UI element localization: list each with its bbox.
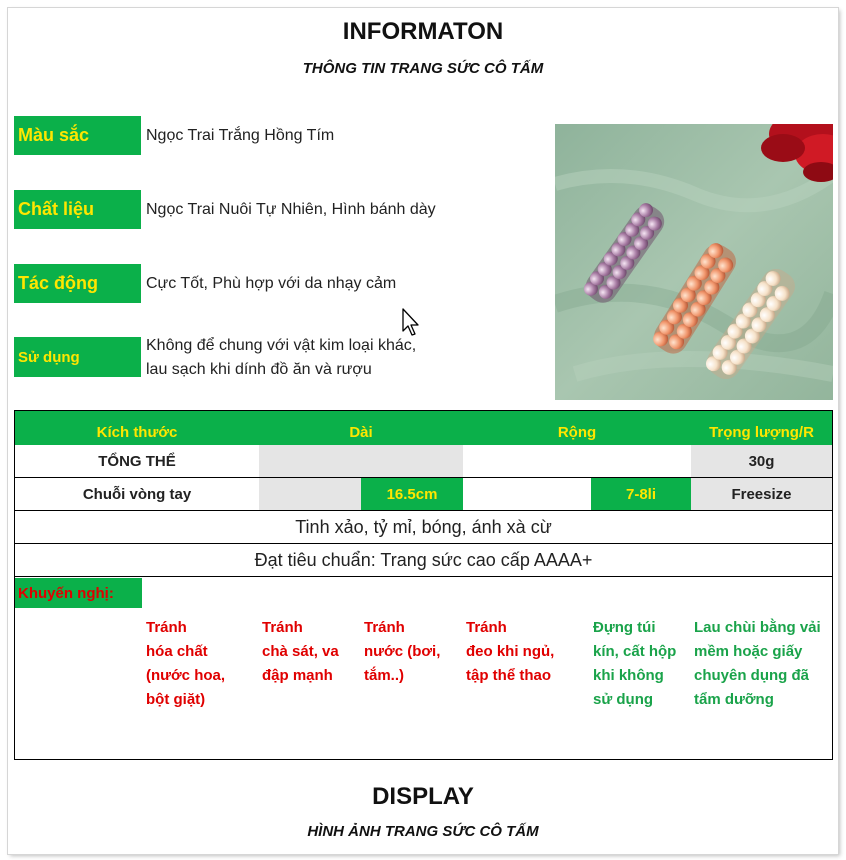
recommend-line: đập mạnh <box>262 667 333 684</box>
recommend-line: Tránh <box>466 619 507 636</box>
recommend-line: Tránh <box>364 619 405 636</box>
recommend-item <box>146 616 225 712</box>
recommend-label: Khuyến nghị: <box>15 578 142 608</box>
value-color: Ngọc Trai Trắng Hồng Tím <box>146 127 335 144</box>
display-subtitle: HÌNH ẢNH TRANG SỨC CÔ TẤM <box>307 823 539 840</box>
row-length-pad <box>259 478 361 510</box>
value-usage-line2: lau sạch khi dính đồ ăn và rượu <box>146 361 372 378</box>
page-subtitle: THÔNG TIN TRANG SỨC CÔ TẤM <box>302 60 544 77</box>
value-material: Ngọc Trai Nuôi Tự Nhiên, Hình bánh dày <box>146 201 436 218</box>
row-length: 16.5cm <box>361 478 463 510</box>
row-width: 7-8li <box>591 478 691 510</box>
row-length <box>259 445 463 477</box>
recommend-line: khi không <box>593 667 664 684</box>
recommend-line: Tránh <box>262 619 303 636</box>
row-name: TỔNG THỂ <box>98 452 176 470</box>
recommend-line: kín, cất hộp <box>593 643 677 660</box>
header-size: Kích thước <box>96 423 178 441</box>
label-material: Chất liệu <box>14 190 141 229</box>
page-title: INFORMATON <box>342 18 504 45</box>
recommend-line: chuyên dụng đã <box>694 667 810 684</box>
product-photo <box>555 124 833 400</box>
recommend-line: Đựng túi <box>593 619 656 636</box>
recommend-item <box>593 616 676 712</box>
recommend-line: sử dụng <box>593 691 654 708</box>
recommend-line: Tránh <box>146 619 187 636</box>
recommend-line: tẩm dưỡng <box>694 691 774 708</box>
recommend-line: hóa chất <box>146 643 208 660</box>
label-usage: Sử dụng <box>14 337 141 377</box>
size-table <box>14 410 833 760</box>
row-name: Chuỗi vòng tay <box>82 485 192 503</box>
row-weight: Freesize <box>691 478 832 510</box>
standard-text: Đạt tiêu chuẩn: Trang sức cao cấp AAAA+ <box>254 549 593 570</box>
value-usage-line1: Không để chung với vật kim loại khác, <box>146 337 417 354</box>
recommend-line: chà sát, va <box>262 643 339 660</box>
label-effect: Tác động <box>14 264 141 303</box>
recommend-item <box>466 616 554 688</box>
value-usage <box>146 334 416 382</box>
recommend-line: nước (bơi, <box>364 643 441 660</box>
row-weight: 30g <box>691 445 832 477</box>
pearl-bracelets-image <box>555 124 833 400</box>
header-width: Rộng <box>557 423 597 441</box>
header-length: Dài <box>349 423 373 441</box>
table-row <box>15 445 832 478</box>
recommend-line: mềm hoặc giấy <box>694 643 803 660</box>
recommend-line: Lau chùi bằng vải <box>694 619 821 636</box>
value-effect: Cực Tốt, Phù hợp với da nhạy cảm <box>146 275 397 292</box>
mouse-cursor-icon <box>402 308 422 343</box>
display-title: DISPLAY <box>372 783 474 810</box>
recommend-item <box>694 616 821 712</box>
recommend-line: tập thể thao <box>466 667 551 684</box>
standard-row <box>15 544 832 577</box>
recommend-item <box>364 616 440 688</box>
recommend-line: tắm..) <box>364 667 405 684</box>
quality-text: Tinh xảo, tỷ mỉ, bóng, ánh xà cừ <box>295 516 552 537</box>
recommend-line: (nước hoa, <box>146 667 226 684</box>
table-header-row <box>15 411 832 445</box>
quality-row <box>15 511 832 544</box>
recommend-item <box>262 616 339 688</box>
recommend-line: bột giặt) <box>146 691 206 708</box>
label-color: Màu sắc <box>14 116 141 155</box>
header-weight: Trọng lượng/R <box>709 423 814 441</box>
table-row <box>15 478 832 511</box>
recommend-line: đeo khi ngủ, <box>466 643 555 660</box>
